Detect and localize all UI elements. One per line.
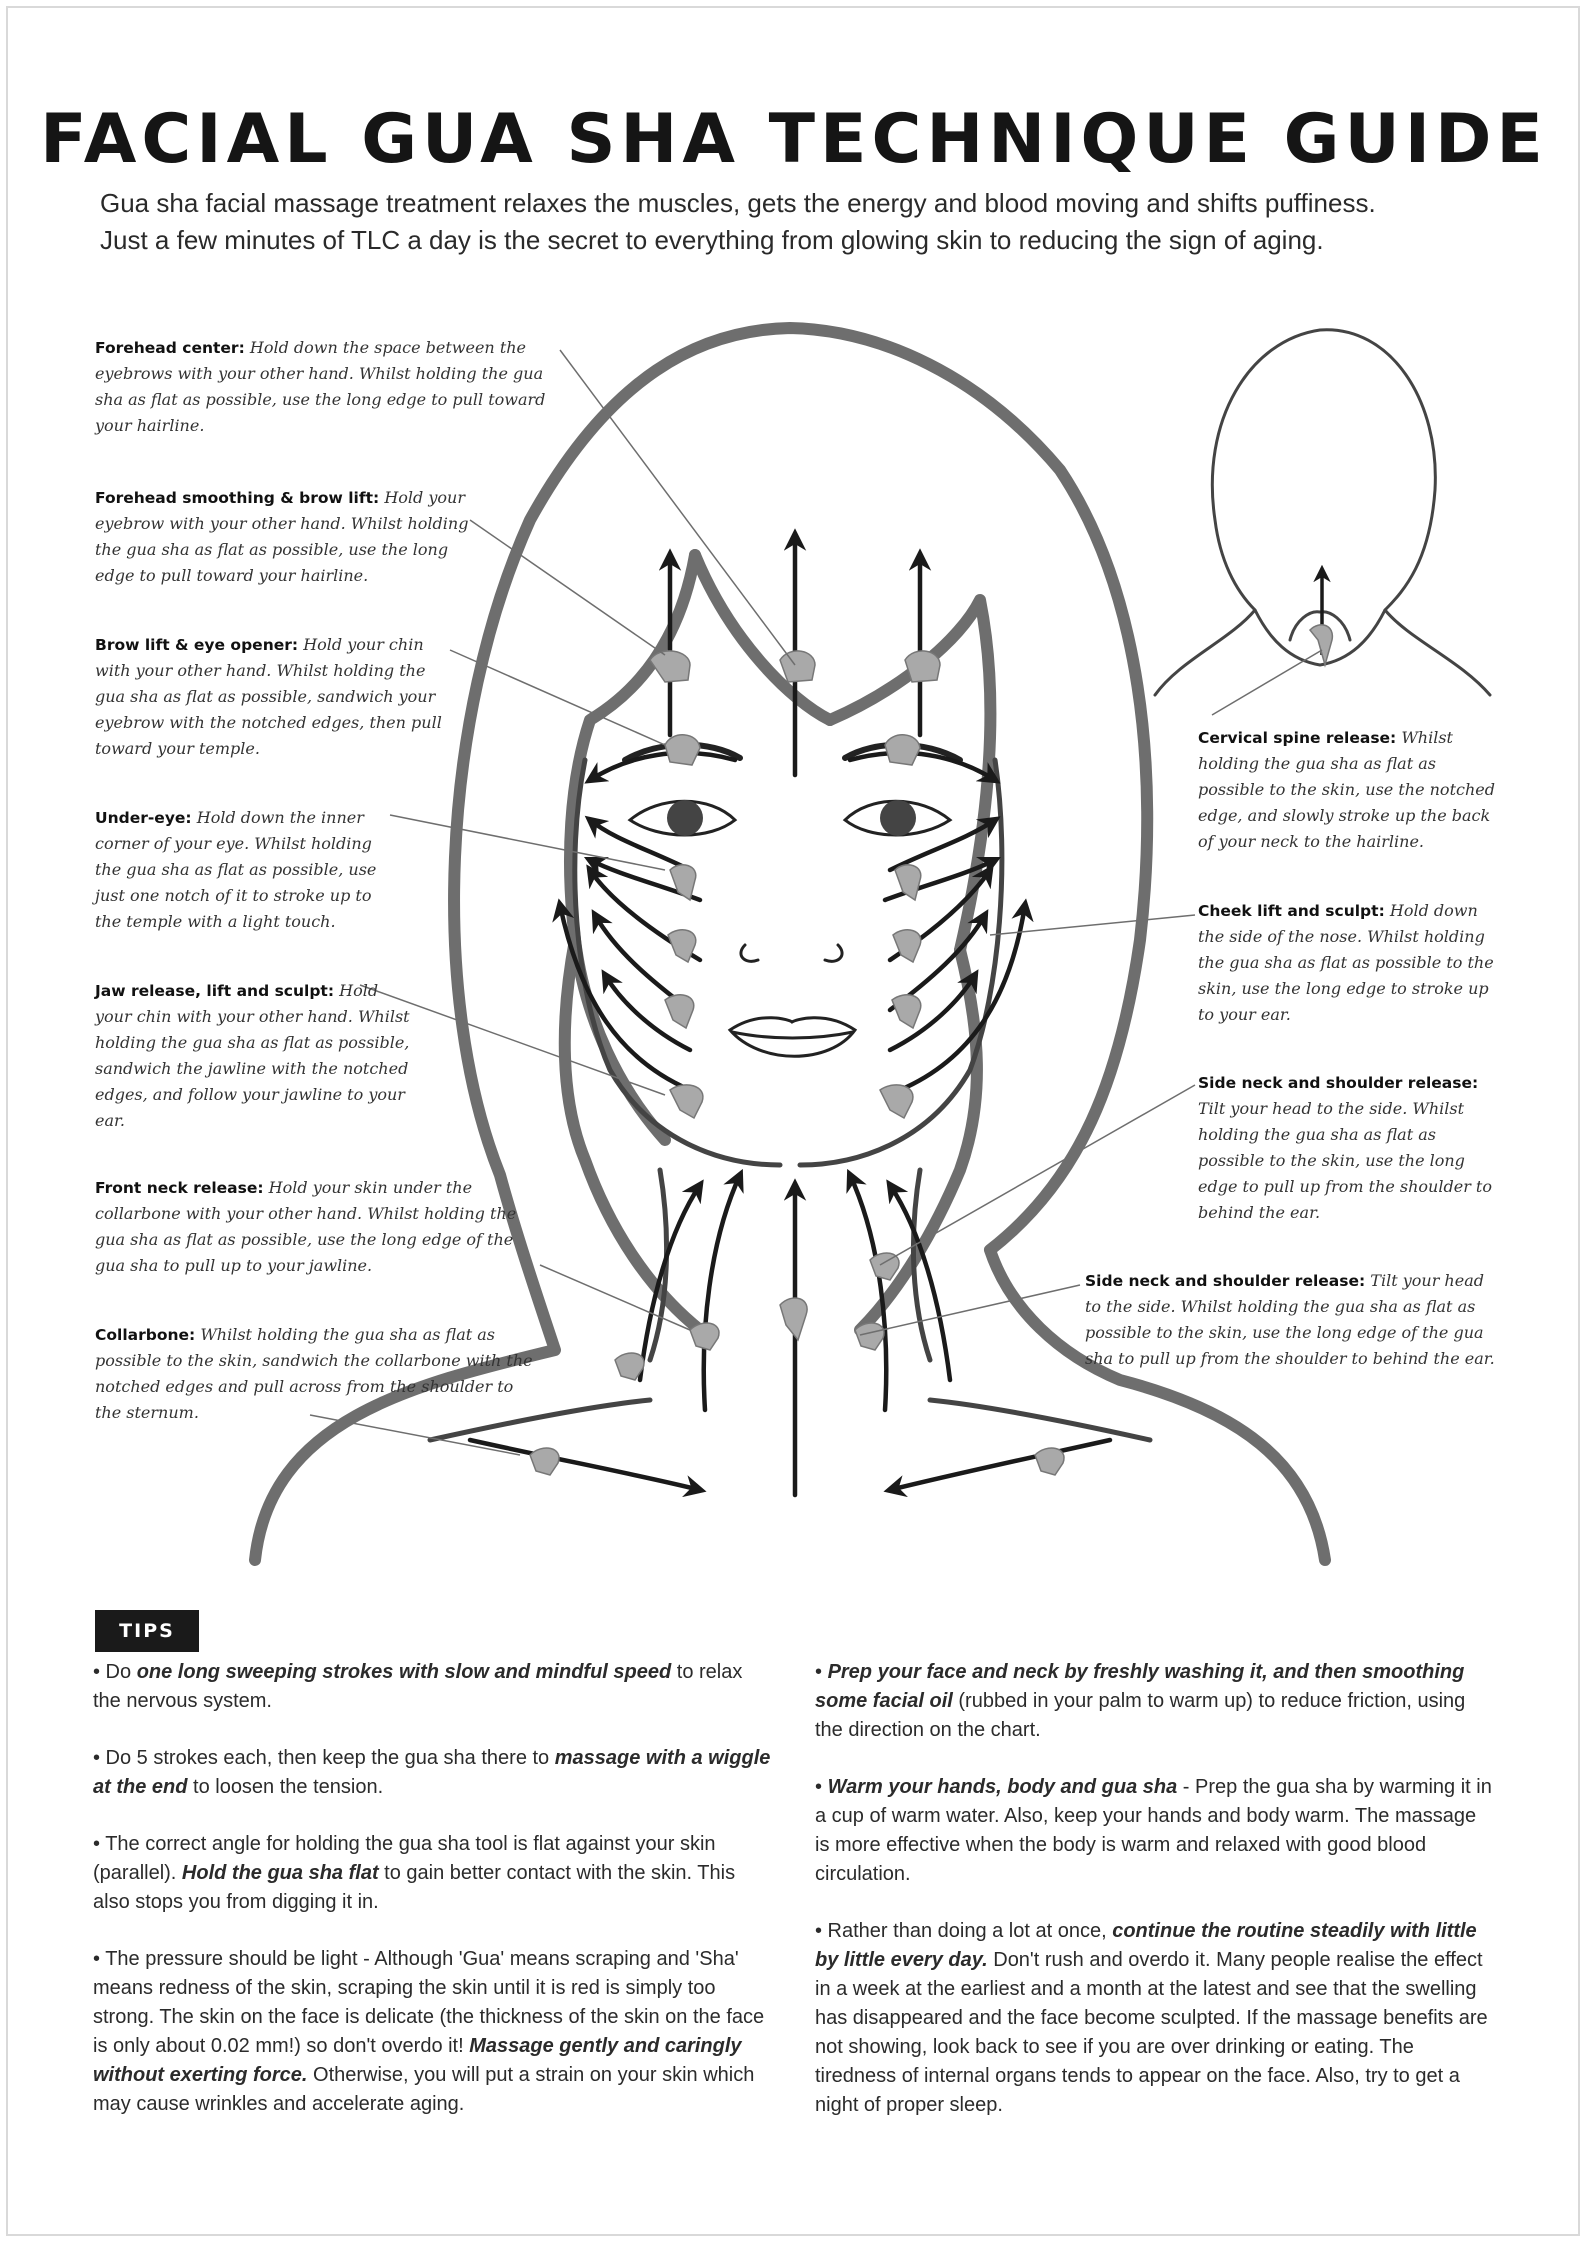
annotation-brow-lift: Brow lift & eye opener: Hold your chin with your other hand. Whilst holding the gua sha as flat as possible, sandwich your eyebrow with the notched edges, then pull toward your temple. [95, 635, 442, 758]
annotation-cervical-spine: Cervical spine release: Whilst holding the gua sha as flat as possible to the skin, use the notched edge, and slowly stroke up the back of your neck to the hairline. [1198, 728, 1495, 851]
annotation-forehead-smoothing: Forehead smoothing & brow lift: Hold your eyebrow with your other hand. Whilst holding the gua sha as flat as possible, use the long edge to pull toward your hairline. [95, 488, 469, 585]
tips-left-column [93, 1658, 773, 2147]
page-title: FACIAL GUA SHA TECHNIQUE GUIDE [40, 100, 1548, 179]
annotation-forehead-center: Forehead center: Hold down the space between the eyebrows with your other hand. Whilst holding the gua sha as flat as possible, use the long edge to pull toward your hairline. [95, 338, 546, 435]
tip-item: • Prep your face and neck by freshly washing it, and then smoothing some facial oil (rubbed in your palm to warm up) to reduce friction, using the direction on the chart. [815, 1661, 1466, 1741]
annotation-side-neck-1: Side neck and shoulder release: Tilt your head to the side. Whilst holding the gua sha as flat as possible to the skin, use the long edge to pull up from the shoulder to behind the ear. [1198, 1074, 1492, 1222]
annotation-side-neck-2: Side neck and shoulder release: Tilt your head to the side. Whilst holding the gua sha as flat as possible to the skin, use the long edge of the gua sha to pull up from the shoulder to behind the ear. [1085, 1271, 1495, 1368]
gua-sha-stone-icon [1310, 625, 1332, 665]
tip-item: • Do 5 strokes each, then keep the gua sha there to massage with a wiggle at the end to loosen the tension. [93, 1747, 771, 1798]
tips-badge: TIPS [95, 1610, 199, 1652]
annotation-front-neck: Front neck release: Hold your skin under the collarbone with your other hand. Whilst holding the gua sha as flat as possible, use the long edge of the gua sha to pull up to your jawline. [95, 1178, 517, 1275]
annotation-collarbone: Collarbone: Whilst holding the gua sha as flat as possible to the skin, sandwich the collarbone with the notched edges and pull across from the shoulder to the sternum. [95, 1325, 533, 1422]
intro-line-1: Gua sha facial massage treatment relaxes the muscles, gets the energy and blood moving and shifts puffiness. [100, 188, 1376, 218]
tip-item: • Rather than doing a lot at once, continue the routine steadily with little by little every day. Don't rush and overdo it. Many people realise the effect in a week at the earliest and a month at the latest and see that the swelling has disappeared and the face become sculpted. If the massage benefits are not showing, look back to see if you are over drinking or eating. The tiredness of internal organs tends to appear on the face. Also, try to get a night of proper sleep. [815, 1920, 1488, 2116]
intro-line-2: Just a few minutes of TLC a day is the secret to everything from glowing skin to reducing the sign of aging. [100, 225, 1324, 255]
tips-right-column [815, 1658, 1495, 2148]
annotation-under-eye: Under-eye: Hold down the inner corner of your eye. Whilst holding the gua sha as flat as possible, use just one notch of it to stroke up to the temple with a light touch. [95, 808, 377, 931]
tip-item: • Do one long sweeping strokes with slow and mindful speed to relax the nervous system. [93, 1661, 743, 1712]
tip-item: • Warm your hands, body and gua sha - Prep the gua sha by warming it in a cup of warm water. Also, keep your hands and body warm. The massage is more effective when the body is warm and relaxed with good blood circulation. [815, 1776, 1492, 1885]
tip-item: • The pressure should be light - Although 'Gua' means scraping and 'Sha' means redness of the skin, scraping the skin until it is red is simply too strong. The skin on the face is delicate (the thickness of the skin on the face is only about 0.02 mm!) so don't overdo it! Massage gently and caringly without exerting force. Otherwise, you will put a strain on your skin which may cause wrinkles and accelerate aging. [93, 1948, 765, 2115]
annotation-jaw-release: Jaw release, lift and sculpt: Hold your chin with your other hand. Whilst holding the gua sha as flat as possible, sandwich the jawline with the notched edges, and follow your jawline to your ear. [95, 981, 410, 1130]
annotation-cheek-lift: Cheek lift and sculpt: Hold down the side of the nose. Whilst holding the gua sha as flat as possible to the skin, use the long edge to stroke up to your ear. [1198, 901, 1494, 1024]
tip-item: • The correct angle for holding the gua sha tool is flat against your skin (parallel). Hold the gua sha flat to gain better contact with the skin. This also stops you from digging it in. [93, 1833, 736, 1913]
nose-and-mouth [730, 945, 855, 1056]
